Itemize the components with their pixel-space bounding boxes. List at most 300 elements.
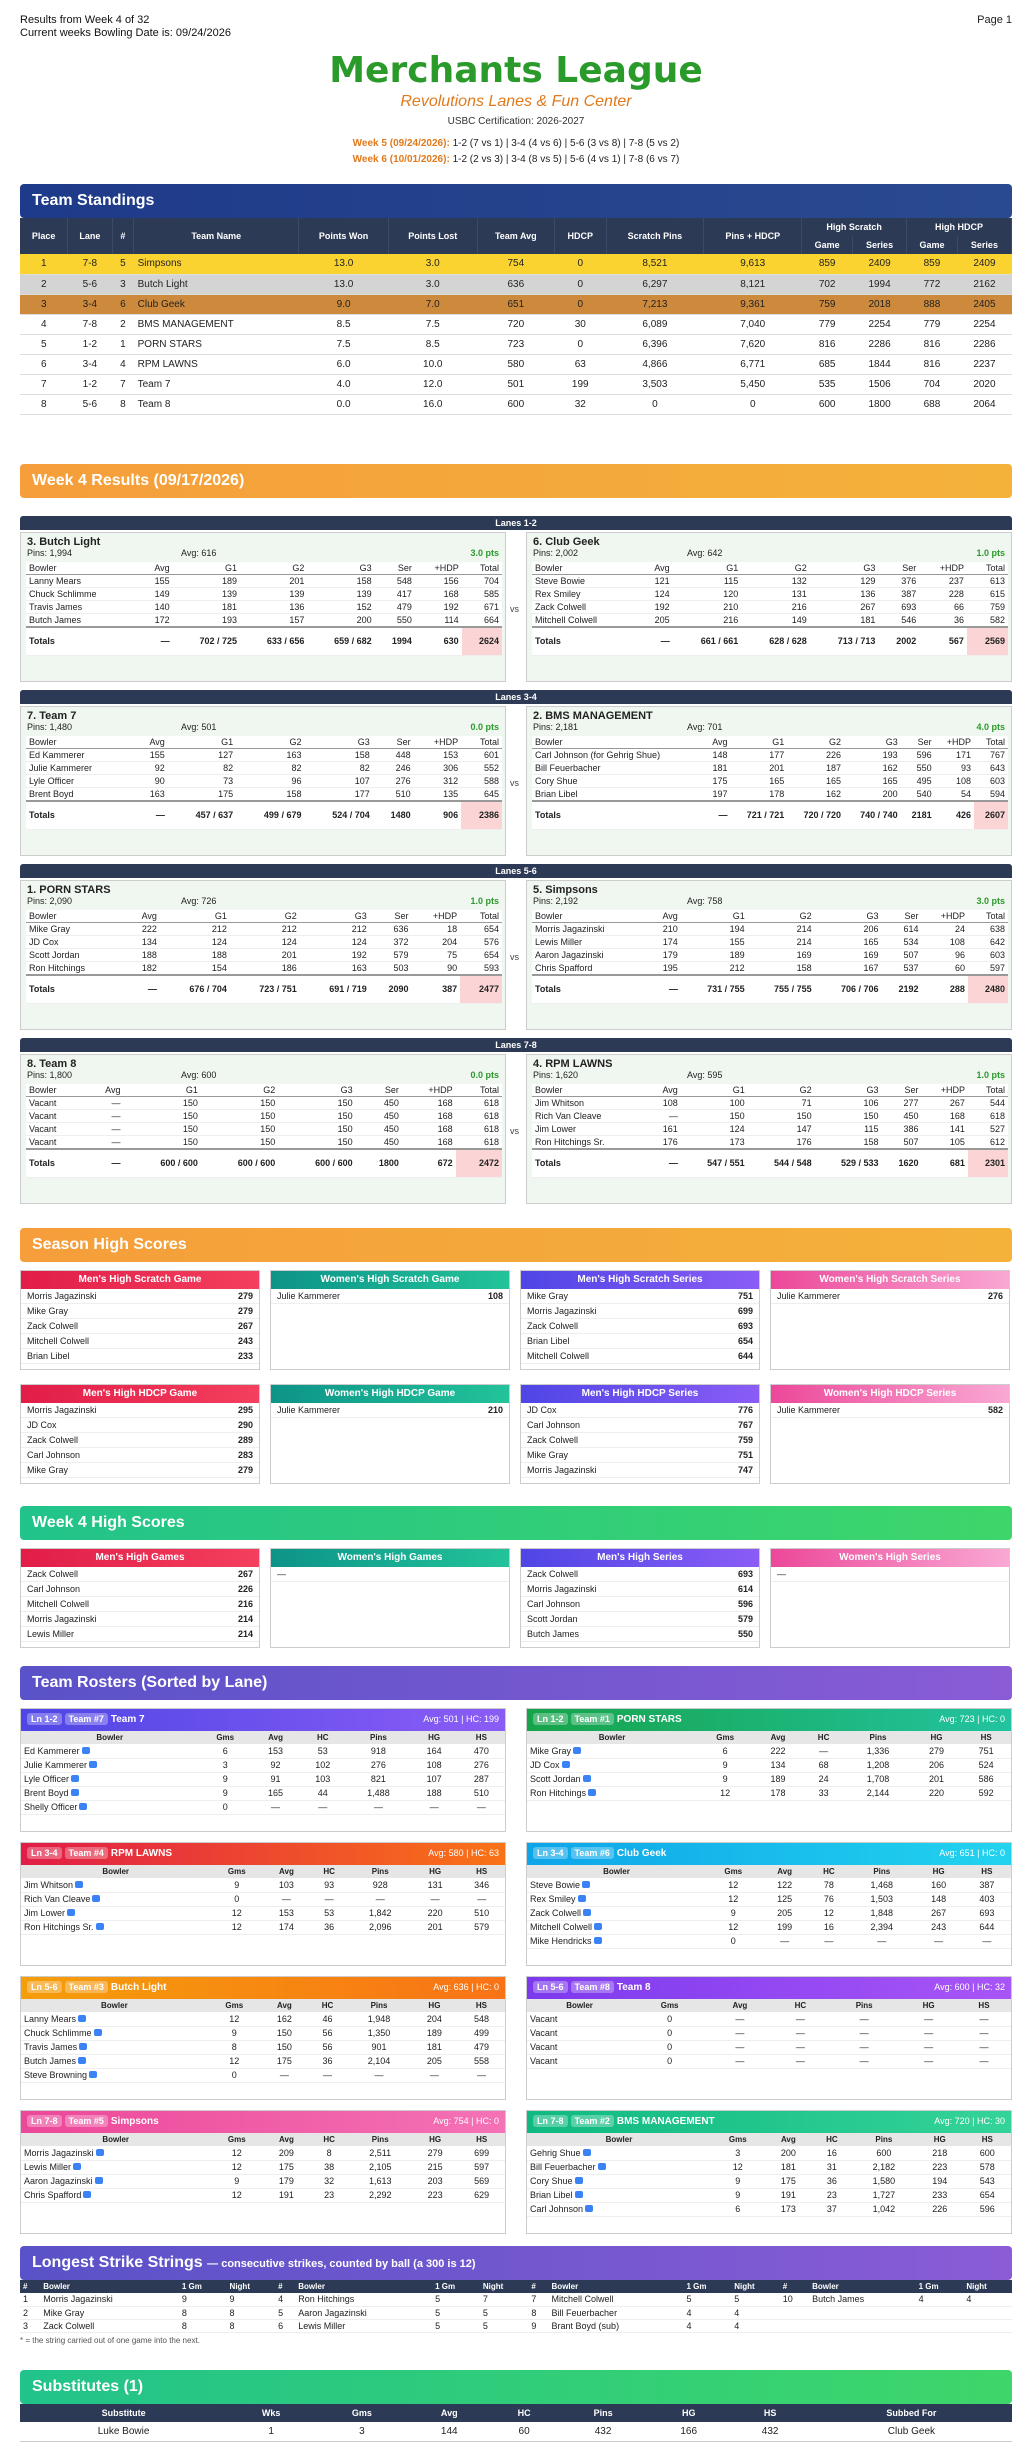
card-title: Men's High Scratch Series bbox=[521, 1271, 759, 1289]
bowler-row bbox=[532, 1136, 1008, 1150]
standings-cell: 9.0 bbox=[299, 294, 388, 314]
totals-cell: 661 / 661 bbox=[673, 627, 742, 655]
roster-cell: 548 bbox=[458, 2012, 505, 2026]
standings-cell: 1 bbox=[20, 254, 68, 274]
roster-cell: — bbox=[803, 1744, 844, 1758]
bowler-cell: Scott Jordan bbox=[26, 949, 126, 962]
roster-col-head: Bowler bbox=[21, 1999, 208, 2012]
roster-avg: Avg: 580 | HC: 63 bbox=[428, 1848, 499, 1858]
strike-cell: 8 bbox=[227, 2319, 276, 2332]
strike-cell: 4 bbox=[731, 2319, 780, 2332]
roster-cell: Ron Hitchings bbox=[527, 1786, 697, 1800]
roster-head bbox=[21, 1977, 505, 1999]
match-col-head: G1 bbox=[673, 562, 742, 575]
match-col-head: Total bbox=[968, 1084, 1008, 1097]
roster-row bbox=[527, 1786, 1011, 1800]
card-line bbox=[521, 1448, 759, 1463]
standings-cell: 7 bbox=[20, 374, 68, 394]
high-hdcp-head: High HDCP bbox=[907, 218, 1012, 236]
roster-cell: — bbox=[900, 2040, 957, 2054]
standings-cell: 779 bbox=[802, 314, 853, 334]
roster-box bbox=[20, 1842, 506, 1966]
roster-cell: — bbox=[261, 2068, 308, 2082]
card-line bbox=[21, 1418, 259, 1433]
card-score: 579 bbox=[737, 1614, 753, 1624]
roster-col-head: HS bbox=[957, 1999, 1011, 2012]
roster-cell: 9 bbox=[199, 1786, 252, 1800]
totals-cell: — bbox=[648, 1149, 681, 1177]
roster-team-no: Team #3 bbox=[65, 1981, 108, 1993]
bowler-row bbox=[26, 614, 502, 628]
team-points: 0.0 pts bbox=[470, 722, 499, 732]
match-col-head: G3 bbox=[307, 562, 374, 575]
totals-cell: 2181 bbox=[901, 801, 935, 829]
bowler-cell: 671 bbox=[462, 601, 502, 614]
match-team-meta bbox=[21, 1070, 505, 1082]
bowler-badge-icon bbox=[92, 1895, 100, 1902]
card-bowler: Carl Johnson bbox=[527, 1420, 581, 1430]
card-score: 279 bbox=[237, 1465, 253, 1475]
roster-cell: 199 bbox=[761, 1920, 809, 1934]
standings-cell: 816 bbox=[907, 334, 958, 354]
roster-cell: — bbox=[914, 1934, 962, 1948]
strike-col-head: Bowler bbox=[295, 2280, 432, 2293]
bowler-cell: 601 bbox=[461, 749, 502, 762]
roster-cell: Cory Shue bbox=[527, 2174, 711, 2188]
bowler-cell: 165 bbox=[731, 775, 788, 788]
roster-col-head: HG bbox=[412, 2133, 459, 2146]
standings-cell: 2254 bbox=[853, 314, 907, 334]
bowler-badge-icon bbox=[71, 1789, 79, 1796]
match-col-head: Bowler bbox=[532, 1084, 648, 1097]
roster-cell: 1,336 bbox=[844, 1744, 911, 1758]
bowler-cell: 200 bbox=[307, 614, 374, 628]
match-team-meta bbox=[527, 896, 1011, 908]
card-line bbox=[271, 1567, 509, 1582]
bowler-row bbox=[532, 749, 1008, 762]
bowler-cell: 450 bbox=[881, 1110, 921, 1123]
strike-row bbox=[20, 2306, 1012, 2319]
roster-cell: 699 bbox=[458, 2146, 505, 2160]
standings-cell: 2064 bbox=[957, 394, 1011, 414]
strike-col-head: 1 Gm bbox=[432, 2280, 480, 2293]
bowler-badge-icon bbox=[585, 2205, 593, 2212]
match-team-box bbox=[20, 1054, 506, 1204]
standings-cell: 2020 bbox=[957, 374, 1011, 394]
bowler-cell: 176 bbox=[748, 1136, 815, 1150]
team-points: 1.0 pts bbox=[470, 896, 499, 906]
card-line bbox=[521, 1349, 759, 1364]
bowler-cell: 82 bbox=[236, 762, 304, 775]
strike-cell: 2 bbox=[20, 2306, 40, 2319]
roster-cell: 209 bbox=[263, 2146, 310, 2160]
card-score: 295 bbox=[237, 1405, 253, 1415]
standings-cell: 8.5 bbox=[388, 334, 477, 354]
roster-cell: 165 bbox=[252, 1786, 299, 1800]
roster-cell: 1,842 bbox=[349, 1906, 412, 1920]
match-col-head: Avg bbox=[140, 562, 173, 575]
standings-col-head: Team Name bbox=[134, 218, 299, 254]
roster-lane: Ln 7-8 bbox=[27, 2115, 62, 2127]
roster-cell: 579 bbox=[458, 1920, 505, 1934]
card-line bbox=[521, 1597, 759, 1612]
roster-cell: 600 bbox=[964, 2146, 1012, 2160]
bowler-cell: 136 bbox=[810, 588, 879, 601]
bowler-cell: 54 bbox=[935, 788, 974, 802]
roster-cell: — bbox=[346, 1800, 410, 1814]
roster-avg: Avg: 600 | HC: 32 bbox=[934, 1982, 1005, 1992]
roster-cell: Julie Kammerer bbox=[21, 1758, 199, 1772]
roster-cell: 36 bbox=[308, 2054, 347, 2068]
roster-cell: 203 bbox=[412, 2174, 459, 2188]
roster-col-head: Gms bbox=[210, 2133, 263, 2146]
card-bowler: Julie Kammerer bbox=[777, 1405, 841, 1415]
standings-cell: 6,297 bbox=[606, 274, 704, 294]
card-score: 276 bbox=[987, 1291, 1003, 1301]
roster-row bbox=[527, 1892, 1011, 1906]
standings-cell: 0 bbox=[704, 394, 802, 414]
card-bowler: — bbox=[777, 1569, 786, 1579]
roster-team-no: Team #5 bbox=[65, 2115, 108, 2127]
roster-cell: 12 bbox=[210, 1906, 263, 1920]
strike-row bbox=[20, 2293, 1012, 2306]
roster-cell: 12 bbox=[208, 2054, 261, 2068]
roster-cell: 2,394 bbox=[849, 1920, 914, 1934]
match-col-head: G1 bbox=[173, 562, 240, 575]
standings-cell: 7,040 bbox=[704, 314, 802, 334]
roster-team-no: Team #6 bbox=[571, 1847, 614, 1859]
bowler-cell: 129 bbox=[810, 575, 879, 588]
roster-col-head: Avg bbox=[261, 1999, 308, 2012]
roster-cell: 1,727 bbox=[852, 2188, 916, 2202]
card-bowler: Mike Gray bbox=[27, 1465, 69, 1475]
bowler-badge-icon bbox=[83, 2191, 91, 2198]
roster-cell: 78 bbox=[809, 1878, 849, 1892]
match-col-head: +HDP bbox=[415, 562, 462, 575]
roster-cell: 267 bbox=[914, 1906, 962, 1920]
card-bowler: Morris Jagazinski bbox=[27, 1291, 97, 1301]
subs-cell: 1 bbox=[227, 2422, 315, 2442]
roster-row bbox=[527, 2012, 1011, 2026]
bowler-cell: 642 bbox=[968, 936, 1008, 949]
roster-col-head: Pins bbox=[349, 1865, 412, 1878]
card-score: 214 bbox=[237, 1614, 253, 1624]
roster-cell: 387 bbox=[963, 1878, 1011, 1892]
card-bowler: Carl Johnson bbox=[27, 1450, 81, 1460]
roster-cell: 9 bbox=[706, 1906, 761, 1920]
roster-lane: Ln 1-2 bbox=[533, 1713, 568, 1725]
bowler-cell: 150 bbox=[815, 1110, 882, 1123]
bowler-cell: 212 bbox=[230, 923, 300, 936]
roster-cell: — bbox=[963, 1934, 1011, 1948]
totals-cell: 713 / 713 bbox=[810, 627, 879, 655]
roster-cell: — bbox=[809, 1934, 849, 1948]
roster-cell: Rex Smiley bbox=[527, 1892, 706, 1906]
lane-bar: Lanes 1-2 bbox=[20, 516, 1012, 530]
totals-cell: 2480 bbox=[968, 975, 1008, 1003]
card-line bbox=[521, 1418, 759, 1433]
totals-cell: 659 / 682 bbox=[307, 627, 374, 655]
card-title: Women's High HDCP Game bbox=[271, 1385, 509, 1403]
roster-team-no: Team #7 bbox=[65, 1713, 108, 1725]
roster-col-head: HS bbox=[458, 1999, 505, 2012]
bowler-cell: 155 bbox=[681, 936, 748, 949]
bowler-cell: 114 bbox=[415, 614, 462, 628]
roster-cell: Vacant bbox=[527, 2026, 632, 2040]
bowler-cell: 212 bbox=[681, 962, 748, 976]
roster-cell: 46 bbox=[308, 2012, 347, 2026]
card-line bbox=[21, 1612, 259, 1627]
team-avg: Avg: 726 bbox=[181, 896, 217, 906]
standings-row bbox=[20, 254, 1012, 274]
standings-cell: 1994 bbox=[853, 274, 907, 294]
team-pins: Pins: 1,480 bbox=[27, 722, 73, 732]
bowler-row bbox=[26, 949, 502, 962]
bowler-cell: 188 bbox=[126, 949, 160, 962]
bowler-badge-icon bbox=[78, 2057, 86, 2064]
strike-cell: 4 bbox=[963, 2293, 1012, 2306]
bowler-cell: 201 bbox=[240, 575, 307, 588]
roster-row bbox=[21, 1786, 505, 1800]
bowler-badge-icon bbox=[89, 2071, 97, 2078]
bowler-cell: 201 bbox=[731, 762, 788, 775]
bowler-cell: 582 bbox=[967, 614, 1008, 628]
subs-col-head: Substitute bbox=[20, 2404, 227, 2422]
team-avg: Avg: 642 bbox=[687, 548, 723, 558]
bowler-cell: 226 bbox=[787, 749, 844, 762]
bowler-row bbox=[532, 923, 1008, 936]
bowler-cell: 614 bbox=[881, 923, 921, 936]
bowler-row bbox=[532, 962, 1008, 976]
roster-col-head: HC bbox=[812, 2133, 852, 2146]
bowler-cell: 106 bbox=[815, 1097, 882, 1110]
totals-cell: 755 / 755 bbox=[748, 975, 815, 1003]
totals-cell: 702 / 725 bbox=[173, 627, 240, 655]
card-line bbox=[521, 1304, 759, 1319]
bowler-cell: 200 bbox=[844, 788, 901, 802]
bowler-cell: 107 bbox=[304, 775, 372, 788]
bowler-cell: 204 bbox=[412, 936, 461, 949]
bowler-cell: 154 bbox=[160, 962, 230, 976]
team-avg: Avg: 600 bbox=[181, 1070, 217, 1080]
standings-cell: 600 bbox=[802, 394, 853, 414]
bowler-cell: 210 bbox=[648, 923, 681, 936]
bowler-cell: 150 bbox=[278, 1110, 355, 1123]
roster-cell: 600 bbox=[852, 2146, 916, 2160]
bowler-row bbox=[532, 775, 1008, 788]
high-score-card bbox=[770, 1548, 1010, 1648]
bowler-cell: Vacant bbox=[26, 1110, 86, 1123]
bowler-cell: 576 bbox=[460, 936, 502, 949]
standings-cell: 4 bbox=[112, 354, 134, 374]
bowler-row bbox=[532, 614, 1008, 628]
roster-cell: 153 bbox=[252, 1744, 299, 1758]
standings-cell: 4,866 bbox=[606, 354, 704, 374]
subs-col-head: HC bbox=[490, 2404, 558, 2422]
bowler-cell: 192 bbox=[300, 949, 370, 962]
bowler-cell: 96 bbox=[921, 949, 967, 962]
roster-cell: 36 bbox=[310, 1920, 349, 1934]
roster-row bbox=[21, 1906, 505, 1920]
totals-cell: — bbox=[648, 975, 681, 1003]
match-col-head: Avg bbox=[134, 736, 168, 749]
roster-cell: — bbox=[773, 2040, 828, 2054]
match-col-head: G2 bbox=[240, 562, 307, 575]
roster-cell: 403 bbox=[963, 1892, 1011, 1906]
card-bowler: Julie Kammerer bbox=[777, 1291, 841, 1301]
roster-cell: Brian Libel bbox=[527, 2188, 711, 2202]
team-points: 1.0 pts bbox=[976, 1070, 1005, 1080]
card-line bbox=[21, 1403, 259, 1418]
roster-cell: Lanny Mears bbox=[21, 2012, 208, 2026]
week5-line: Week 5 (09/24/2026): 1-2 (7 vs 1) | 3-4 (4 vs 6) | 5-6 (3 vs 8) | 7-8 (5 vs 2) bbox=[352, 138, 680, 149]
roster-head bbox=[527, 1709, 1011, 1731]
roster-cell: — bbox=[900, 2026, 957, 2040]
bowler-cell: 192 bbox=[639, 601, 673, 614]
standings-cell: 779 bbox=[907, 314, 958, 334]
roster-cell: 1,848 bbox=[849, 1906, 914, 1920]
roster-cell: 153 bbox=[263, 1906, 310, 1920]
strike-cell bbox=[963, 2319, 1012, 2332]
roster-cell: — bbox=[349, 1892, 412, 1906]
roster-col-head: HG bbox=[912, 1731, 962, 1744]
roster-avg: Avg: 754 | HC: 0 bbox=[433, 2116, 499, 2126]
roster-cell: 220 bbox=[912, 1786, 962, 1800]
roster-cell: 1,613 bbox=[349, 2174, 412, 2188]
bowler-cell: 90 bbox=[412, 962, 461, 976]
roster-cell: 56 bbox=[308, 2040, 347, 2054]
bowler-cell: 182 bbox=[126, 962, 160, 976]
high-score-card bbox=[520, 1548, 760, 1648]
bowler-row bbox=[26, 788, 502, 802]
bowler-cell: 550 bbox=[375, 614, 415, 628]
team-pins: Pins: 1,800 bbox=[27, 1070, 73, 1080]
roster-cell: 222 bbox=[753, 1744, 803, 1758]
totals-cell: Totals bbox=[26, 975, 126, 1003]
standings-cell: 2405 bbox=[957, 294, 1011, 314]
roster-row bbox=[21, 2068, 505, 2082]
standings-cell: 816 bbox=[802, 334, 853, 354]
bowler-cell: Chris Spafford bbox=[532, 962, 648, 976]
bowler-cell: 178 bbox=[731, 788, 788, 802]
match-team-meta bbox=[527, 548, 1011, 560]
bowler-cell: 277 bbox=[881, 1097, 921, 1110]
roster-cell: Shelly Officer bbox=[21, 1800, 199, 1814]
roster-cell: 102 bbox=[299, 1758, 346, 1772]
roster-team-name: Simpsons bbox=[110, 2116, 159, 2127]
card-score: 267 bbox=[237, 1321, 253, 1331]
strike-note: * = the string carried out of one game into the next. bbox=[20, 2336, 200, 2345]
strike-cell: Ron Hitchings bbox=[295, 2293, 432, 2306]
strike-cell bbox=[780, 2319, 809, 2332]
roster-cell: 164 bbox=[410, 1744, 457, 1758]
roster-cell: 178 bbox=[753, 1786, 803, 1800]
bowler-cell: 193 bbox=[173, 614, 240, 628]
totals-cell: 387 bbox=[412, 975, 461, 1003]
card-line bbox=[21, 1597, 259, 1612]
bowler-cell: 162 bbox=[844, 762, 901, 775]
match-col-head: Avg bbox=[648, 1084, 681, 1097]
team-pins: Pins: 2,192 bbox=[533, 896, 579, 906]
standings-cell: 8,521 bbox=[606, 254, 704, 274]
bowler-cell: 149 bbox=[741, 614, 810, 628]
totals-cell: 529 / 533 bbox=[815, 1149, 882, 1177]
bowler-badge-icon bbox=[78, 2015, 86, 2022]
vs-label: vs bbox=[510, 778, 519, 788]
week-high-header: Week 4 High Scores bbox=[20, 1506, 1012, 1540]
match-col-head: Bowler bbox=[532, 910, 648, 923]
standings-cell: 7,213 bbox=[606, 294, 704, 314]
team-pins: Pins: 1,994 bbox=[27, 548, 73, 558]
subs-header: Substitutes (1) bbox=[20, 2370, 1012, 2404]
match-table bbox=[532, 910, 1008, 1004]
roster-cell: 108 bbox=[410, 1758, 457, 1772]
totals-cell: 2301 bbox=[968, 1149, 1008, 1177]
standings-cell: 1 bbox=[112, 334, 134, 354]
roster-team-name: RPM LAWNS bbox=[110, 1848, 172, 1859]
bowler-badge-icon bbox=[583, 1909, 591, 1916]
roster-row bbox=[527, 2174, 1011, 2188]
bowler-cell: 579 bbox=[370, 949, 412, 962]
standings-cell: 7-8 bbox=[68, 314, 112, 334]
card-bowler: Zack Colwell bbox=[27, 1435, 79, 1445]
match-col-head: Ser bbox=[881, 910, 921, 923]
standings-cell: 6,771 bbox=[704, 354, 802, 374]
roster-cell: 8 bbox=[310, 2146, 349, 2160]
standings-cell: PORN STARS bbox=[134, 334, 299, 354]
subs-cell: 432 bbox=[729, 2422, 810, 2442]
roster-cell: Ron Hitchings Sr. bbox=[21, 1920, 210, 1934]
roster-col-head: Avg bbox=[753, 1731, 803, 1744]
roster-cell: Steve Browning bbox=[21, 2068, 208, 2082]
match-col-head: G3 bbox=[815, 910, 882, 923]
standings-row bbox=[20, 294, 1012, 314]
strike-col-head: # bbox=[20, 2280, 40, 2293]
strike-cell: Bill Feuerbacher bbox=[549, 2306, 684, 2319]
bowler-cell: 115 bbox=[815, 1123, 882, 1136]
totals-row bbox=[532, 975, 1008, 1003]
match-col-head: Avg bbox=[703, 736, 731, 749]
card-bowler: Morris Jagazinski bbox=[27, 1614, 97, 1624]
roster-row bbox=[527, 1906, 1011, 1920]
roster-cell: Morris Jagazinski bbox=[21, 2146, 210, 2160]
bowler-cell: 155 bbox=[134, 749, 168, 762]
match-col-head: Bowler bbox=[26, 1084, 86, 1097]
standings-cell: 10.0 bbox=[388, 354, 477, 374]
roster-cell: 3 bbox=[199, 1758, 252, 1772]
standings-cell: 772 bbox=[907, 274, 958, 294]
roster-lane: Ln 7-8 bbox=[533, 2115, 568, 2127]
card-bowler: Julie Kammerer bbox=[277, 1405, 341, 1415]
strike-col-head: 1 Gm bbox=[179, 2280, 227, 2293]
match-col-head: Total bbox=[462, 562, 502, 575]
bowler-badge-icon bbox=[75, 1881, 83, 1888]
standings-cell: 6.0 bbox=[299, 354, 388, 374]
match-col-head: Ser bbox=[881, 1084, 921, 1097]
totals-cell: 691 / 719 bbox=[300, 975, 370, 1003]
bowler-badge-icon bbox=[73, 2163, 81, 2170]
bowler-cell: 186 bbox=[230, 962, 300, 976]
roster-cell: 122 bbox=[761, 1878, 809, 1892]
roster-cell: 12 bbox=[809, 1906, 849, 1920]
bowler-cell: 503 bbox=[370, 962, 412, 976]
roster-cell: — bbox=[252, 1800, 299, 1814]
strike-col-head: # bbox=[275, 2280, 295, 2293]
standings-cell: 3,503 bbox=[606, 374, 704, 394]
roster-col-head: Gms bbox=[632, 1999, 707, 2012]
card-bowler: JD Cox bbox=[27, 1420, 57, 1430]
bowler-row bbox=[26, 588, 502, 601]
